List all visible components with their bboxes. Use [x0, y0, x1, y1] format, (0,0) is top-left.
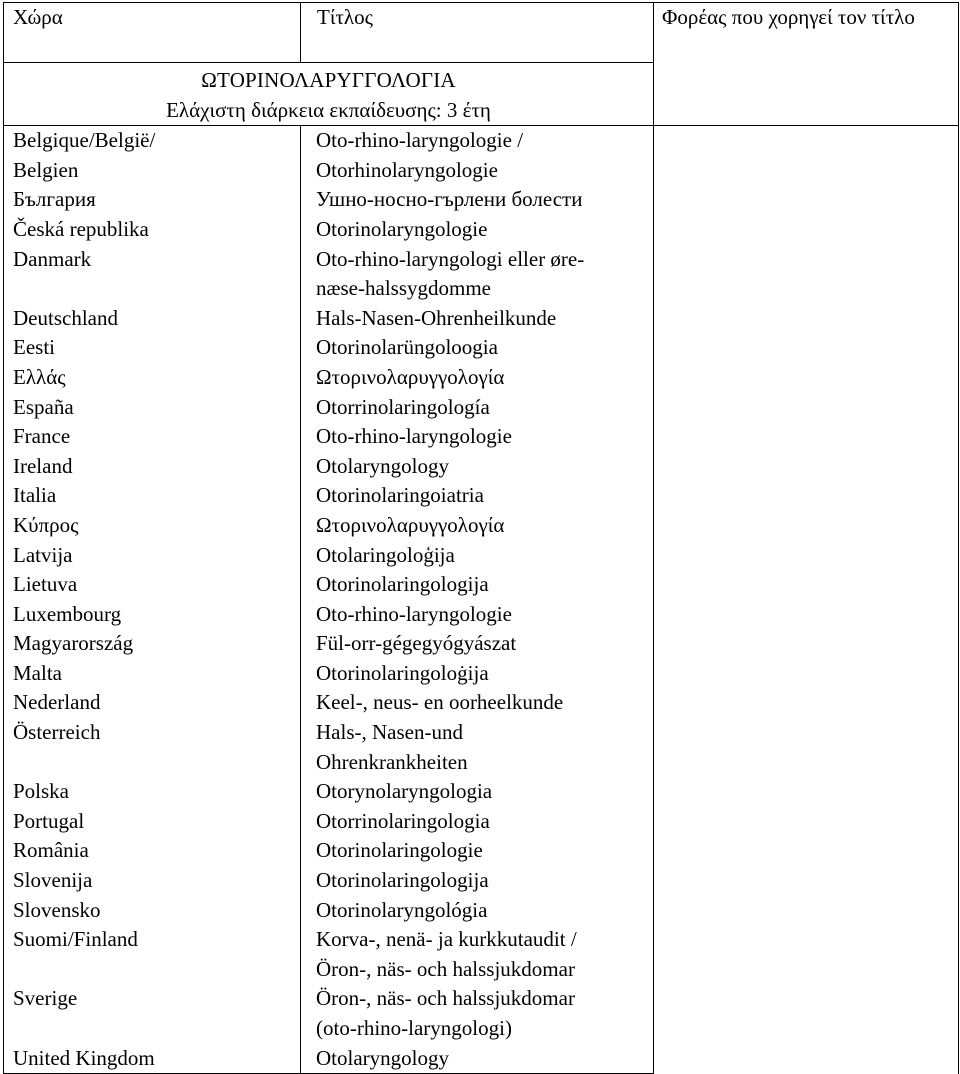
awarding-body-cell	[654, 126, 959, 1074]
country-name: Suomi/Finland	[13, 927, 138, 952]
country-cell	[4, 245, 301, 304]
title-cell	[301, 984, 654, 1043]
specialty-name: ΩΤΟΡΙΝΟΛΑΡΥΓΓΟΛΟΓΙΑ	[201, 68, 456, 92]
title-text: Otorinolaringologie	[316, 838, 483, 863]
header-title: Τίτλος	[301, 3, 654, 63]
country-cell	[4, 185, 301, 215]
country-cell	[4, 984, 301, 1043]
country-name: Magyarország	[13, 631, 134, 656]
title-text: Fül-orr-gégegyógyászat	[316, 631, 517, 656]
country-name: United Kingdom	[13, 1045, 155, 1070]
title-text: Otolaryngology	[316, 453, 449, 478]
title-cell	[301, 600, 654, 630]
title-text: Keel-, neus- en oorheelkunde	[316, 690, 564, 715]
title-text: Otorinolaryngologie	[316, 216, 488, 241]
country-name: Slovensko	[13, 897, 101, 922]
country-cell	[4, 422, 301, 452]
title-text: Otolaringoloģija	[316, 542, 455, 567]
title-cell	[301, 629, 654, 659]
title-cell	[301, 659, 654, 689]
country-cell	[4, 452, 301, 482]
title-text: Hals-Nasen-Ohrenheilkunde	[316, 305, 557, 330]
country-name: Slovenija	[13, 868, 93, 893]
country-name: Danmark	[13, 246, 92, 271]
title-cell	[301, 304, 654, 334]
title-cell	[301, 807, 654, 837]
table-row	[4, 126, 959, 186]
title-text: Otolaryngology	[316, 1045, 449, 1070]
country-name: Ireland	[13, 453, 73, 478]
country-name: España	[13, 394, 74, 419]
country-cell	[4, 777, 301, 807]
country-name: Luxembourg	[13, 601, 122, 626]
title-cell	[301, 866, 654, 896]
title-cell	[301, 333, 654, 363]
country-cell	[4, 600, 301, 630]
country-cell	[4, 896, 301, 926]
title-cell	[301, 452, 654, 482]
title-cell	[301, 215, 654, 245]
country-name: Nederland	[13, 690, 101, 715]
country-name: България	[13, 187, 96, 212]
specialty-duration: Ελάχιστη διάρκεια εκπαίδευσης: 3 έτη	[166, 97, 491, 122]
title-text: Ушно-носно-гърлени болести	[316, 187, 583, 212]
header-row	[4, 3, 959, 63]
title-text: Otorinolaringologija	[316, 572, 489, 597]
title-cell	[301, 511, 654, 541]
country-name: Κύπρος	[13, 512, 79, 537]
country-name: Sverige	[13, 986, 78, 1011]
title-text: Ohrenkrankheiten	[316, 749, 468, 774]
title-text: (oto-rhino-laryngologi)	[316, 1016, 512, 1040]
title-cell	[301, 422, 654, 452]
title-cell	[301, 363, 654, 393]
title-text: Oto-rhino-laryngologie /	[316, 128, 524, 153]
title-cell	[301, 185, 654, 215]
header-awarding-body	[654, 3, 959, 126]
country-name: Deutschland	[13, 305, 118, 330]
country-cell	[4, 807, 301, 837]
country-name: Belgien	[13, 157, 79, 182]
title-text: Öron-, näs- och halssjukdomar	[316, 956, 575, 981]
title-cell	[301, 896, 654, 926]
title-text: Otorynolaryngologia	[316, 779, 493, 804]
title-text: Otorrinolaringologia	[316, 808, 490, 833]
country-name: Portugal	[13, 808, 85, 833]
title-text: Otorinolaryngológia	[316, 897, 488, 922]
country-cell	[4, 126, 301, 186]
title-text: Hals-, Nasen-und	[316, 720, 463, 745]
country-cell	[4, 1044, 301, 1074]
country-name: Österreich	[13, 720, 101, 745]
title-cell	[301, 245, 654, 304]
country-name: Česká republika	[13, 216, 149, 241]
title-cell	[301, 481, 654, 511]
country-name: France	[13, 424, 71, 449]
country-name: Lietuva	[13, 572, 78, 597]
title-text: Oto-rhino-laryngologi eller øre-	[316, 246, 585, 271]
country-name: Polska	[13, 779, 70, 804]
country-cell	[4, 393, 301, 423]
title-text: Oto-rhino-laryngologie	[316, 601, 512, 626]
country-cell	[4, 363, 301, 393]
country-name: Italia	[13, 483, 57, 508]
country-name: România	[13, 838, 89, 863]
header-awarding-body-text: Φορέας που χορηγεί τον τίτλο	[662, 5, 915, 29]
country-cell	[4, 481, 301, 511]
title-text: Otorinolaringoiatria	[316, 483, 484, 508]
country-cell	[4, 659, 301, 689]
title-cell	[301, 688, 654, 718]
title-text: Otorinolaringoloġija	[316, 660, 489, 685]
country-cell	[4, 925, 301, 984]
title-text: Ωτορινολαρυγγολογία	[316, 512, 505, 537]
country-cell	[4, 570, 301, 600]
title-cell	[301, 718, 654, 777]
title-cell	[301, 836, 654, 866]
title-text: Ωτορινολαρυγγολογία	[316, 364, 505, 389]
title-text: Öron-, näs- och halssjukdomar	[316, 986, 575, 1011]
title-cell	[301, 541, 654, 571]
title-text: Korva-, nenä- ja kurkkutaudit /	[316, 927, 577, 952]
specialty-cell	[4, 63, 654, 126]
title-cell	[301, 925, 654, 984]
title-cell	[301, 393, 654, 423]
country-cell	[4, 304, 301, 334]
title-cell	[301, 1044, 654, 1074]
country-cell	[4, 836, 301, 866]
title-text: Otorinolaringologija	[316, 868, 489, 893]
country-cell	[4, 511, 301, 541]
title-text: Oto-rhino-laryngologie	[316, 424, 512, 449]
title-text: Otorhinolaryngologie	[316, 157, 498, 182]
country-cell	[4, 688, 301, 718]
country-name: Belgique/België/	[13, 128, 156, 153]
country-cell	[4, 541, 301, 571]
title-cell	[301, 570, 654, 600]
country-name: Malta	[13, 660, 62, 685]
title-text: Otorinolarüngoloogia	[316, 335, 498, 360]
country-name: Latvija	[13, 542, 73, 567]
title-text: næse-halssygdomme	[316, 276, 491, 301]
title-cell	[301, 777, 654, 807]
title-cell	[301, 126, 654, 186]
country-cell	[4, 718, 301, 777]
title-text: Otorrinolaringología	[316, 394, 490, 419]
country-cell	[4, 333, 301, 363]
specialty-table	[3, 2, 959, 1074]
country-cell	[4, 215, 301, 245]
header-country: Χώρα	[4, 3, 301, 63]
country-name: Eesti	[13, 335, 55, 360]
country-cell	[4, 629, 301, 659]
country-cell	[4, 866, 301, 896]
country-name: Ελλάς	[13, 364, 66, 389]
